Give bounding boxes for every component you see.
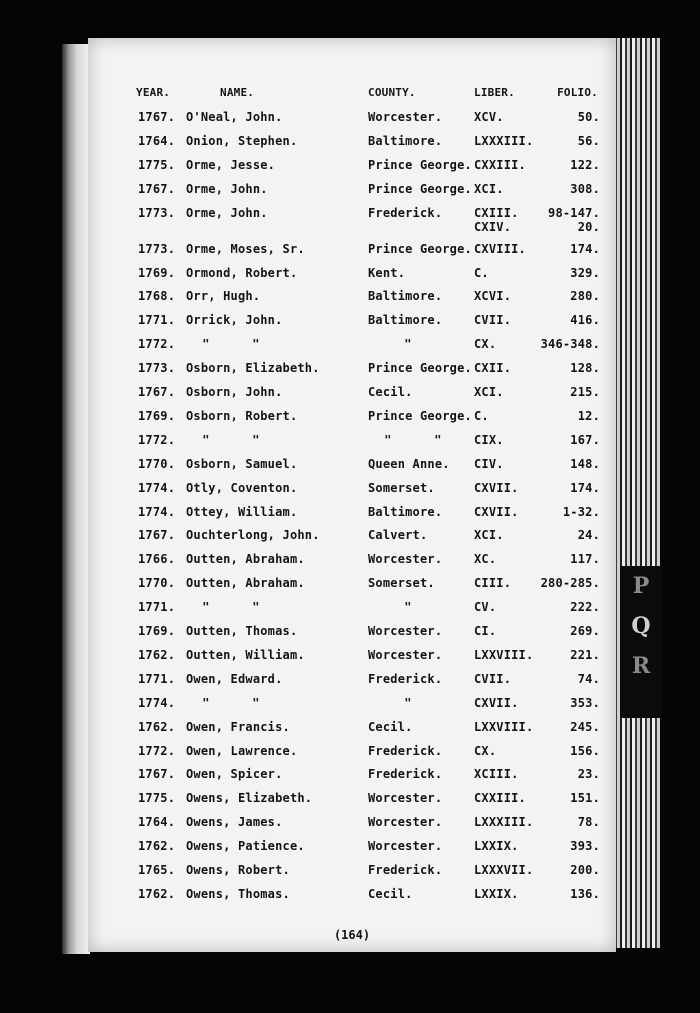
row-year: 1772. [138, 432, 176, 447]
ditto-mark: " [202, 600, 210, 615]
row-liber [474, 433, 504, 447]
liber-value: CXVIII. [474, 241, 526, 256]
row-liber [474, 672, 511, 686]
row-year: 1772. [138, 337, 176, 352]
header-year: YEAR. [136, 86, 171, 99]
row-folio [570, 158, 600, 172]
folio-value: 329. [570, 265, 600, 280]
row-name: Owens, Robert. [186, 863, 290, 877]
liber-value: XC. [474, 552, 497, 567]
row-folio [570, 863, 600, 877]
row-year: 1773. [138, 205, 176, 220]
row-name: Osborn, John. [186, 385, 283, 399]
row-liber [474, 887, 519, 901]
row-county: Baltimore. [368, 289, 443, 304]
folio-value: 200. [570, 863, 600, 877]
row-folio [570, 266, 600, 280]
row-name: Ottey, William. [186, 504, 298, 519]
row-liber [474, 481, 519, 495]
row-folio [570, 182, 600, 196]
row-liber [474, 791, 526, 805]
row-county-ditto [388, 696, 428, 710]
ditto-mark: " [252, 432, 260, 447]
liber-value: CXII. [474, 361, 512, 376]
row-name: Owen, Lawrence. [186, 743, 298, 758]
liber-value: CIII. [474, 576, 512, 591]
row-county: Frederick. [368, 743, 443, 758]
row-year: 1769. [138, 624, 176, 638]
liber-value: LXXIX. [474, 886, 519, 901]
row-year: 1762. [138, 647, 176, 662]
row-county: Somerset. [368, 480, 435, 495]
row-liber [474, 839, 519, 853]
liber-value: CXXIII. [474, 791, 526, 806]
folio-value: 280-285. [540, 576, 600, 591]
row-year: 1767. [138, 528, 176, 543]
row-name: Ouchterlong, John. [186, 528, 320, 543]
ditto-mark: " [434, 432, 442, 447]
row-year: 1764. [138, 133, 176, 148]
row-year: 1772. [138, 743, 176, 758]
row-folio [578, 409, 600, 423]
liber-value: CXIII. [474, 205, 519, 220]
row-county: Worcester. [368, 815, 443, 830]
page-number: (164) [333, 928, 371, 942]
row-liber [474, 696, 519, 710]
folio-value: 215. [570, 385, 600, 399]
row-name-ditto [186, 337, 276, 351]
header-folio: FOLIO. [557, 86, 598, 99]
liber-value: LXXXVII. [474, 863, 534, 877]
ledger-page [88, 38, 616, 952]
liber-value: LXXIX. [474, 839, 519, 854]
row-year: 1762. [138, 719, 176, 734]
row-name-ditto [186, 600, 276, 614]
row-name: Orr, Hugh. [186, 289, 261, 304]
folio-value: 167. [570, 432, 600, 447]
row-folio [570, 720, 600, 734]
row-liber [474, 361, 511, 375]
row-name: Otly, Coventon. [186, 480, 298, 495]
row-folio [570, 887, 600, 901]
folio-value: 56. [577, 133, 600, 148]
row-name: Orme, Jesse. [186, 157, 276, 172]
liber-value: CI. [474, 624, 497, 638]
row-folio [570, 385, 600, 399]
row-year: 1762. [138, 839, 176, 854]
row-name: Osborn, Robert. [186, 408, 298, 423]
row-folio [570, 481, 600, 495]
folio-value: 222. [570, 600, 600, 615]
ditto-mark: " [384, 432, 392, 447]
row-folio [570, 600, 600, 614]
liber-value: CIX. [474, 432, 504, 447]
row-folio [570, 696, 600, 710]
folio-value: 245. [570, 719, 600, 734]
row-liber [474, 242, 526, 256]
row-name: Outten, Abraham. [186, 552, 305, 567]
folio-value: 174. [570, 480, 600, 495]
liber-value: LXXXIII. [474, 133, 534, 148]
row-year: 1773. [138, 361, 176, 376]
liber-value: XCI. [474, 385, 504, 399]
row-name: Owens, Patience. [186, 839, 305, 854]
row-year: 1766. [138, 552, 176, 567]
row-folio [578, 134, 600, 148]
row-county-ditto [388, 337, 428, 351]
row-liber [474, 266, 489, 280]
ditto-mark: " [404, 695, 412, 710]
liber-value: XCIII. [474, 767, 519, 782]
ditto-mark: " [202, 337, 210, 352]
row-liber [474, 528, 504, 542]
row-liber [474, 863, 533, 877]
liber-value: C. [474, 265, 489, 280]
row-folio [570, 242, 600, 256]
row-name: Owen, Spicer. [186, 767, 283, 782]
row-liber [474, 744, 496, 758]
row-county: Frederick. [368, 863, 443, 877]
row-year: 1767. [138, 385, 176, 399]
ditto-mark: " [202, 432, 210, 447]
ditto-mark: " [252, 337, 260, 352]
folio-value: 221. [570, 647, 600, 662]
row-county: Worcester. [368, 791, 443, 806]
folio-value: 50. [577, 110, 600, 124]
folio-value: 148. [570, 456, 600, 471]
row-liber [474, 552, 496, 566]
row-liber [474, 457, 504, 471]
row-year: 1765. [138, 863, 176, 877]
index-tab-letter-p: P [632, 573, 650, 599]
row-name-ditto [186, 433, 276, 447]
row-county: Worcester. [368, 839, 443, 854]
row-year: 1774. [138, 504, 176, 519]
liber-value: XCVI. [474, 289, 512, 304]
row-liber [474, 576, 511, 590]
row-year: 1771. [138, 313, 176, 328]
folio-value: 98-147. [548, 205, 600, 220]
row-name: Owens, Elizabeth. [186, 791, 313, 806]
row-liber [474, 337, 496, 351]
liber-value: CX. [474, 743, 497, 758]
row-folio [570, 313, 600, 327]
liber-value: C. [474, 408, 489, 423]
folio-value-second: 20. [577, 219, 600, 234]
liber-value-second: CXIV. [474, 219, 512, 234]
folio-value: 12. [577, 408, 600, 423]
row-folio [578, 767, 600, 781]
row-year: 1771. [138, 600, 176, 615]
row-name: Outten, William. [186, 647, 305, 662]
page-edge-shadow [62, 44, 90, 954]
row-county: Prince George. [368, 157, 472, 172]
row-county: Cecil. [368, 385, 413, 399]
folio-value: 23. [577, 767, 600, 782]
row-liber [474, 815, 533, 829]
liber-value: CVII. [474, 671, 512, 686]
row-folio [548, 206, 600, 234]
row-name: Outten, Abraham. [186, 576, 305, 591]
row-name: Onion, Stephen. [186, 133, 298, 148]
row-folio [578, 672, 600, 686]
row-folio [578, 528, 600, 542]
row-liber [474, 182, 504, 196]
row-name: Owen, Edward. [186, 671, 283, 686]
row-year: 1774. [138, 695, 176, 710]
folio-value: 128. [570, 361, 600, 376]
row-year: 1762. [138, 886, 176, 901]
ditto-mark: " [202, 695, 210, 710]
ditto-mark: " [404, 337, 412, 352]
row-liber [474, 600, 496, 614]
row-name: Orme, Moses, Sr. [186, 241, 305, 256]
liber-value: CV. [474, 600, 497, 615]
liber-value: XCI. [474, 181, 504, 196]
row-year: 1770. [138, 576, 176, 591]
liber-value: CX. [474, 337, 497, 352]
folio-value: 308. [570, 181, 600, 196]
ditto-mark: " [404, 600, 412, 615]
row-county-ditto [368, 433, 458, 447]
folio-value: 78. [577, 815, 600, 830]
row-year: 1769. [138, 265, 176, 280]
folio-value: 136. [570, 886, 600, 901]
row-year: 1773. [138, 241, 176, 256]
row-county: Calvert. [368, 528, 428, 543]
row-name: Osborn, Samuel. [186, 456, 298, 471]
row-liber [474, 206, 519, 234]
row-name: Osborn, Elizabeth. [186, 361, 320, 376]
row-county: Worcester. [368, 110, 443, 124]
ditto-mark: " [252, 695, 260, 710]
row-liber [474, 385, 504, 399]
row-county: Somerset. [368, 576, 435, 591]
folio-value: 416. [570, 313, 600, 328]
row-county: Worcester. [368, 552, 443, 567]
row-county: Frederick. [368, 767, 443, 782]
row-county: Queen Anne. [368, 456, 450, 471]
row-year: 1767. [138, 767, 176, 782]
row-year: 1775. [138, 157, 176, 172]
row-folio [570, 791, 600, 805]
liber-value: CXXIII. [474, 157, 526, 172]
liber-value: CXVII. [474, 480, 519, 495]
row-county: Prince George. [368, 361, 472, 376]
row-name: Owen, Francis. [186, 719, 290, 734]
row-name: Ormond, Robert. [186, 265, 298, 280]
row-liber [474, 624, 496, 638]
row-folio [570, 744, 600, 758]
book-spine-edge [612, 38, 660, 948]
liber-value: XCI. [474, 528, 504, 543]
row-name: Orme, John. [186, 205, 268, 220]
row-folio [570, 457, 600, 471]
row-liber [474, 289, 511, 303]
row-county: Cecil. [368, 886, 413, 901]
folio-value: 156. [570, 743, 600, 758]
row-folio [541, 337, 600, 351]
ditto-mark: " [252, 600, 260, 615]
row-year: 1764. [138, 815, 176, 830]
row-year: 1771. [138, 671, 176, 686]
row-liber [474, 409, 489, 423]
row-year: 1775. [138, 791, 176, 806]
folio-value: 122. [570, 157, 600, 172]
row-folio [570, 648, 600, 662]
folio-value: 1-32. [562, 504, 600, 519]
row-folio [570, 624, 600, 638]
folio-value: 393. [570, 839, 600, 854]
row-county: Baltimore. [368, 133, 443, 148]
row-county: Frederick. [368, 671, 443, 686]
folio-value: 280. [570, 289, 600, 304]
folio-value: 151. [570, 791, 600, 806]
row-name: Orme, John. [186, 181, 268, 196]
folio-value: 74. [577, 671, 600, 686]
row-county: Prince George. [368, 181, 472, 196]
row-liber [474, 110, 504, 124]
header-county: COUNTY. [368, 86, 416, 99]
header-name: NAME. [220, 86, 255, 99]
row-year: 1769. [138, 408, 176, 423]
row-county: Kent. [368, 265, 406, 280]
row-year: 1768. [138, 289, 176, 304]
row-folio [563, 505, 600, 519]
row-year: 1774. [138, 480, 176, 495]
liber-value: LXXXIII. [474, 815, 534, 830]
row-folio [570, 433, 600, 447]
index-tab[interactable] [620, 566, 662, 718]
row-year: 1767. [138, 181, 176, 196]
folio-value: 269. [570, 624, 600, 638]
row-county: Frederick. [368, 205, 443, 220]
liber-value: CVII. [474, 313, 512, 328]
folio-value: 353. [570, 695, 600, 710]
folio-value: 117. [570, 552, 600, 567]
row-folio [541, 576, 600, 590]
row-folio [578, 110, 600, 124]
row-folio [570, 361, 600, 375]
row-county: Prince George. [368, 408, 472, 423]
folio-value: 174. [570, 241, 600, 256]
liber-value: CXVII. [474, 695, 519, 710]
row-county: Baltimore. [368, 504, 443, 519]
row-folio [570, 289, 600, 303]
index-tab-letter-q: Q [631, 613, 651, 639]
row-name: O'Neal, John. [186, 110, 283, 124]
row-name: Owens, Thomas. [186, 886, 290, 901]
liber-value: XCV. [474, 110, 504, 124]
row-county: Worcester. [368, 647, 443, 662]
row-folio [570, 552, 600, 566]
row-liber [474, 158, 526, 172]
row-liber [474, 648, 533, 662]
row-name: Orrick, John. [186, 313, 283, 328]
row-folio [578, 815, 600, 829]
row-liber [474, 720, 533, 734]
row-year: 1770. [138, 456, 176, 471]
liber-value: CIV. [474, 456, 504, 471]
row-folio [570, 839, 600, 853]
row-liber [474, 134, 533, 148]
liber-value: CXVII. [474, 504, 519, 519]
row-liber [474, 505, 519, 519]
row-county: Prince George. [368, 241, 472, 256]
row-year: 1767. [138, 110, 176, 124]
row-county: Worcester. [368, 624, 443, 638]
liber-value: LXXVIII. [474, 719, 534, 734]
row-name: Outten, Thomas. [186, 624, 298, 638]
row-county: Baltimore. [368, 313, 443, 328]
row-name: Owens, James. [186, 815, 283, 830]
folio-value: 346-348. [540, 337, 600, 352]
header-liber: LIBER. [474, 86, 515, 99]
row-county-ditto [388, 600, 428, 614]
row-liber [474, 313, 511, 327]
folio-value: 24. [577, 528, 600, 543]
liber-value: LXXVIII. [474, 647, 534, 662]
index-tab-letter-r: R [631, 653, 651, 679]
row-county: Cecil. [368, 719, 413, 734]
row-liber [474, 767, 519, 781]
row-name-ditto [186, 696, 276, 710]
